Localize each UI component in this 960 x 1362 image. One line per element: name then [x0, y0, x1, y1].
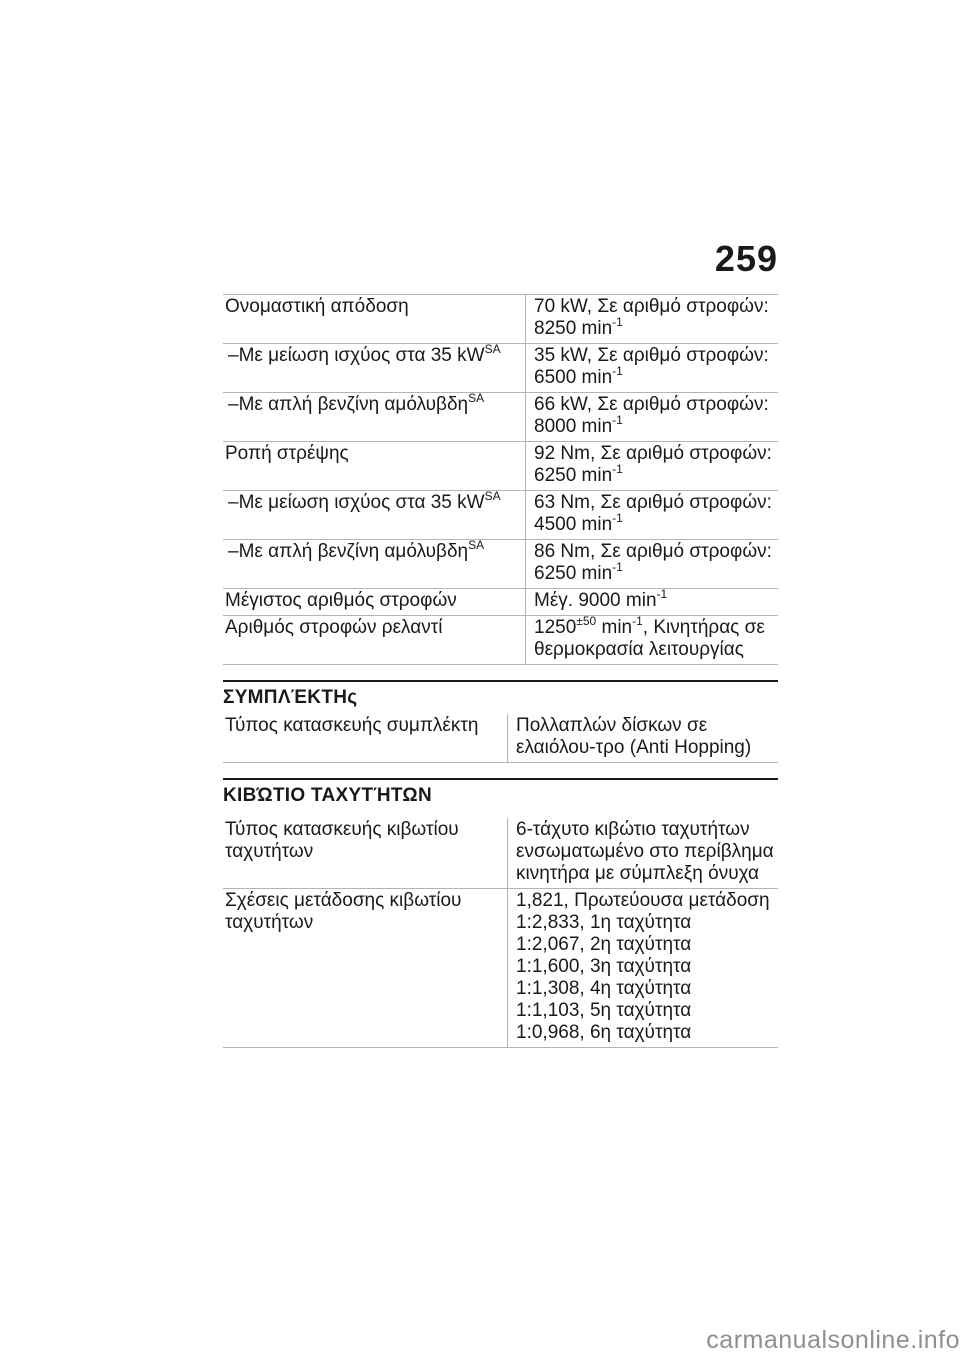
spec-value: Μέγ. 9000 $\min^{-1}$	[526, 589, 779, 616]
clutch-section-title: ΣΥΜΠΛΈΚΤΗς	[223, 680, 778, 709]
spec-label: Τύπος κατασκευής κιβωτίου ταχυτήτων	[223, 818, 508, 889]
gearbox-table	[223, 818, 778, 1048]
ratio-line: 1:1,308, 4η ταχύτητα	[516, 978, 692, 999]
ratio-line: 1:1,600, 3η ταχύτητα	[516, 956, 692, 977]
ratio-line: 1:2,833, 1η ταχύτητα	[516, 912, 692, 933]
spec-value: 35 kW, Σε αριθμό στροφών: 6500 $\min^{-1}$	[526, 344, 779, 393]
spec-label: Ονομαστική απόδοση	[223, 295, 526, 344]
spec-value	[508, 889, 779, 1048]
clutch-table	[223, 714, 778, 763]
spec-value: 70 kW, Σε αριθμό στροφών: 8250 $\min^{-1}$	[526, 295, 779, 344]
ratio-line: 1:1,103, 5η ταχύτητα	[516, 1000, 692, 1021]
gearbox-section-title: ΚΙΒΏΤΙΟ ΤΑΧΥΤΉΤΩΝ	[223, 778, 778, 807]
spec-value: 66 kW, Σε αριθμό στροφών: 8000 $\min^{-1}$	[526, 393, 779, 442]
spec-value: 92 Nm, Σε αριθμό στροφών: 6250 $\min^{-1}$	[526, 442, 779, 491]
table-row	[223, 589, 778, 616]
ratio-line: 1:0,968, 6η ταχύτητα	[516, 1022, 692, 1043]
spec-label: –Με απλή βενζίνη αμόλυβδη$^{SA}$	[223, 393, 526, 442]
spec-value: 6-τάχυτο κιβώτιο ταχυτήτων ενσωματωμένο στο περίβλημα κινητήρα με σύμπλεξη όνυχα	[508, 818, 779, 889]
spec-label: Σχέσεις μετάδοσης κιβωτίου ταχυτήτων	[223, 889, 508, 1048]
table-row	[223, 295, 778, 344]
table-row	[223, 714, 778, 763]
spec-value: 63 Nm, Σε αριθμό στροφών: 4500 $\min^{-1}$	[526, 491, 779, 540]
table-row	[223, 393, 778, 442]
table-row	[223, 818, 778, 889]
table-row	[223, 442, 778, 491]
spec-label: Ροπή στρέψης	[223, 442, 526, 491]
table-row	[223, 616, 778, 665]
performance-table	[223, 294, 778, 665]
page-number: 259	[714, 238, 778, 279]
spec-label: –Με μείωση ισχύος στα 35 $kW^{SA}$	[223, 491, 526, 540]
table-row	[223, 889, 778, 1048]
spec-label: Μέγιστος αριθμός στροφών	[223, 589, 526, 616]
gearbox-section	[223, 818, 778, 1048]
table-row	[223, 491, 778, 540]
ratio-line: 1,821, Πρωτεύουσα μετάδοση	[516, 890, 770, 911]
spec-label: Αριθμός στροφών ρελαντί	[223, 616, 526, 665]
spec-label: Τύπος κατασκευής συμπλέκτη	[223, 714, 508, 763]
ratio-line: 1:2,067, 2η ταχύτητα	[516, 934, 692, 955]
spec-label: –Με μείωση ισχύος στα 35 $kW^{SA}$	[223, 344, 526, 393]
table-row	[223, 540, 778, 589]
spec-label: –Με απλή βενζίνη αμόλυβδη$^{SA}$	[223, 540, 526, 589]
clutch-section	[223, 714, 778, 763]
spec-value: 86 Nm, Σε αριθμό στροφών: 6250 $\min^{-1}$	[526, 540, 779, 589]
table-row	[223, 344, 778, 393]
spec-value: $1250^{\pm 50}$ $\min^{-1}$, Κινητήρας σε θερμοκρασία λειτουργίας	[526, 616, 779, 665]
performance-section	[223, 294, 778, 665]
spec-value: Πολλαπλών δίσκων σε ελαιόλου-τρο (Anti Hopping)	[508, 714, 779, 763]
watermark: carmanualsonline.info	[706, 1326, 960, 1354]
